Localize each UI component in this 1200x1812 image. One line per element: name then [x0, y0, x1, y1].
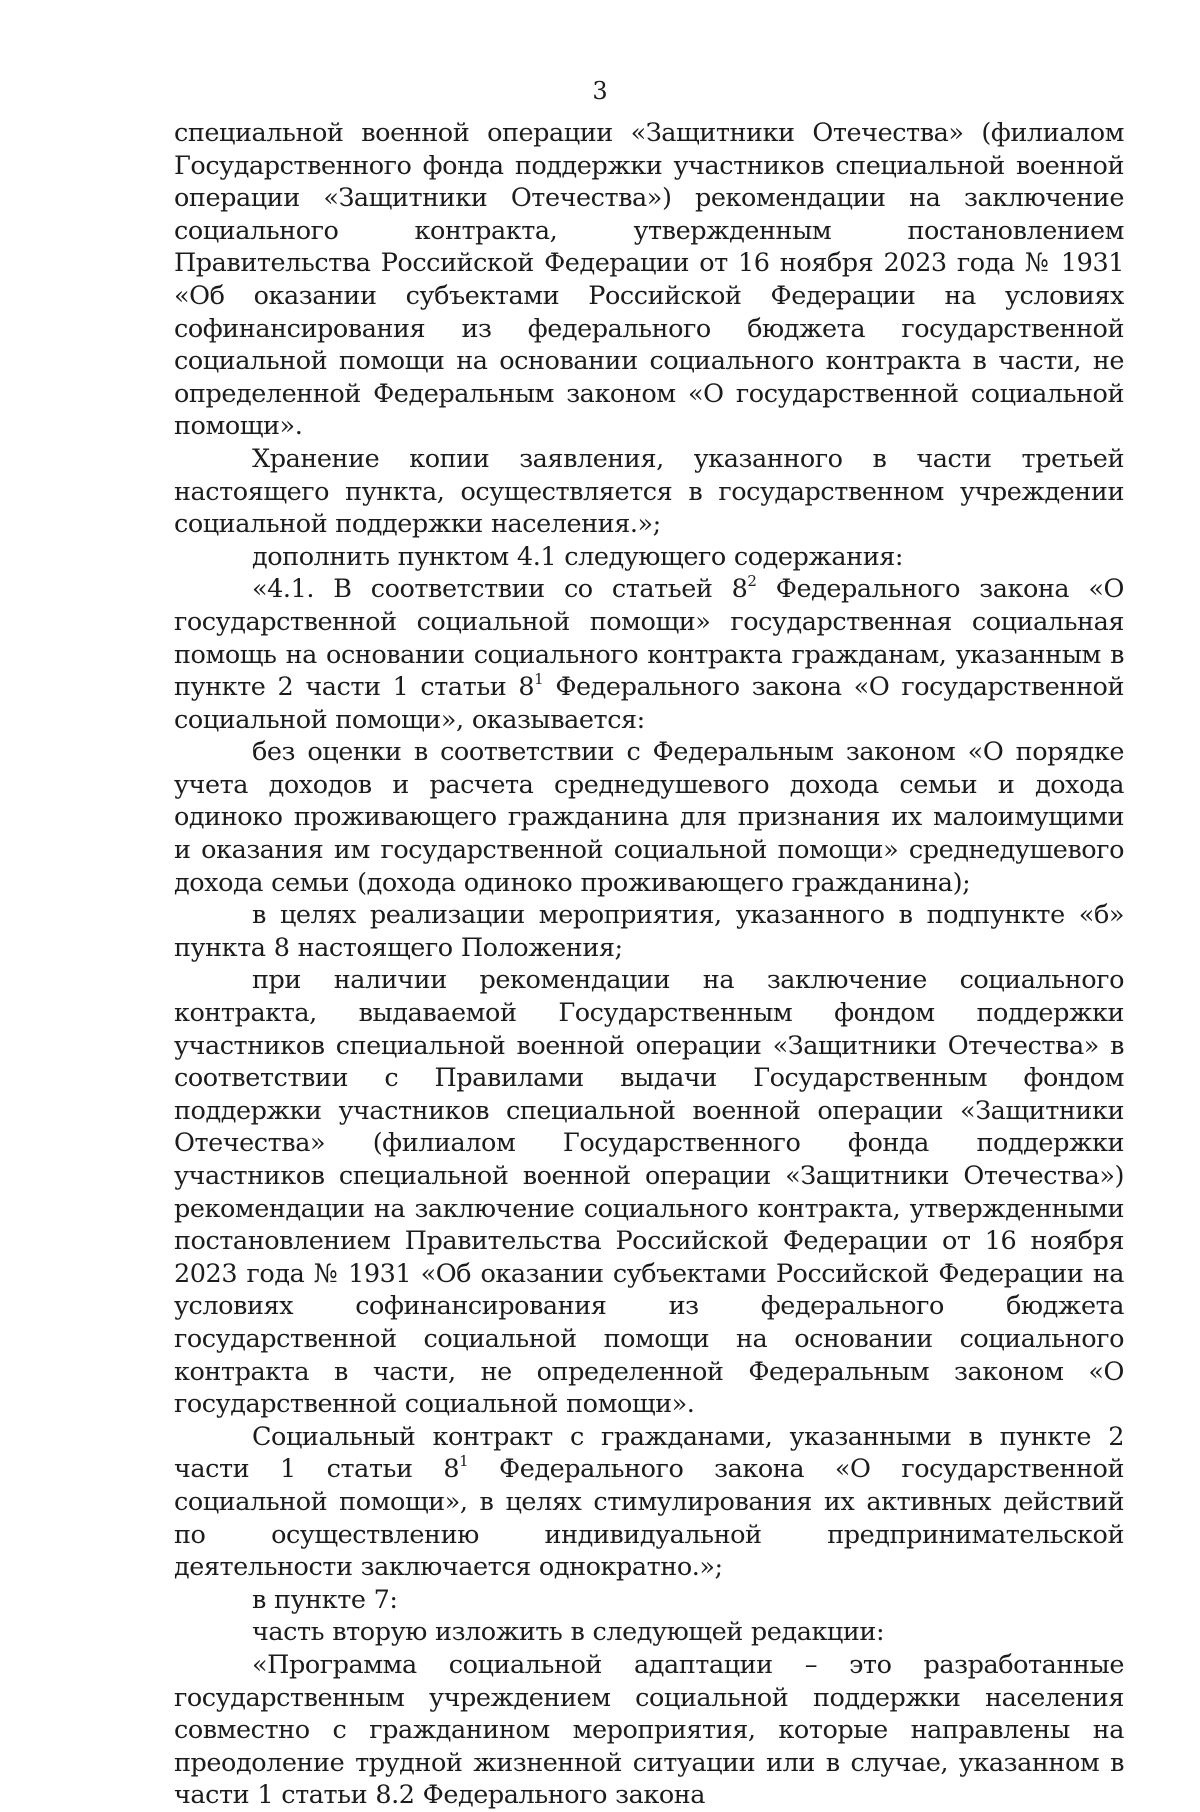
paragraph	[174, 1584, 1124, 1617]
document-body	[174, 117, 1124, 1812]
superscript: 1	[534, 669, 544, 688]
paragraph	[174, 541, 1124, 574]
page-number: 3	[592, 77, 608, 105]
paragraph-text: в пункте 7:	[252, 1584, 398, 1615]
paragraph-text: Социальный контракт с гражданами, указанными в пункте 2 части 1 статьи 8	[174, 1421, 1124, 1485]
paragraph	[174, 1649, 1124, 1812]
paragraph-text: дополнить пунктом 4.1 следующего содержания:	[252, 541, 904, 572]
paragraph-text: часть вторую изложить в следующей редакции:	[252, 1617, 885, 1648]
paragraph-text: Хранение копии заявления, указанного в части третьей настоящего пункта, осуществляется в государственном учреждении социальной поддержки населения.»;	[174, 443, 1124, 540]
paragraph	[174, 443, 1124, 541]
paragraph-text: при наличии рекомендации на заключение социального контракта, выдаваемой Государственным фондом поддержки участников специальной военной операции «Защитники Отечества» в соответствии с Правилами выдачи Государственным фондом поддержки участников специальной военной операции «Защитники Отечества» (филиалом Государственного фонда поддержки участников специальной военной операции «Защитники Отечества») рекомендации на заключение социального контракта, утвержденными постановлением Правительства Российской Федерации от 16 ноября 2023 года № 1931 «Об оказании субъектами Российской Федерации на условиях софинансирования из федерального бюджета государственной социальной помощи на основании социального контракта в части, не определенной Федеральным законом «О государственной социальной помощи».	[174, 965, 1124, 1420]
paragraph-text: в целях реализации мероприятия, указанного в подпункте «б» пункта 8 настоящего Положения;	[174, 900, 1124, 963]
paragraph-text: Федерального закона «О государственной социальной помощи», оказывается:	[174, 672, 1124, 735]
superscript: 1	[459, 1451, 469, 1470]
paragraph	[174, 964, 1124, 1420]
superscript: 2	[747, 571, 757, 590]
paragraph-text: Федерального закона «О государственной социальной помощи» государственная социальная помощь на основании социального контракта гражданам, указанным в пункте 2 части 1 статьи 8	[174, 574, 1125, 703]
paragraph	[174, 899, 1124, 964]
paragraph-text: «Программа социальной адаптации – это разработанные государственным учреждением социальной поддержки населения совместно с гражданином мероприятия, которые направлены на преодоление трудной жизненной ситуации или в случае, указанном в части 1 статьи 8.2 Федерального закона	[174, 1649, 1124, 1811]
paragraph-text: без оценки в соответствии с Федеральным законом «О порядке учета доходов и расчета среднедушевого дохода семьи и дохода одиноко проживающего гражданина для признания их малоимущими и оказания им государственной социальной помощи» среднедушевого дохода семьи (дохода одиноко проживающего гражданина);	[174, 737, 1124, 898]
paragraph	[174, 1616, 1124, 1649]
paragraph-text: «4.1. В соответствии со статьей 8	[252, 574, 748, 605]
paragraph	[174, 573, 1124, 736]
paragraph-text: Федерального закона «О государственной социальной помощи», в целях стимулирования их активных действий по осуществлению индивидуальной предпринимательской деятельности заключается однократно.»;	[174, 1454, 1124, 1583]
paragraph	[174, 117, 1124, 443]
paragraph	[174, 736, 1124, 899]
paragraph-text: специальной военной операции «Защитники Отечества» (филиалом Государственного фонда поддержки участников специальной военной операции «Защитники Отечества») рекомендации на заключение социального контракта, утвержденным постановлением Правительства Российской Федерации от 16 ноября 2023 года № 1931 «Об оказании субъектами Российской Федерации на условиях софинансирования из федерального бюджета государственной социальной помощи на основании социального контракта в части, не определенной Федеральным законом «О государственной социальной помощи».	[174, 118, 1124, 442]
paragraph	[174, 1421, 1124, 1584]
